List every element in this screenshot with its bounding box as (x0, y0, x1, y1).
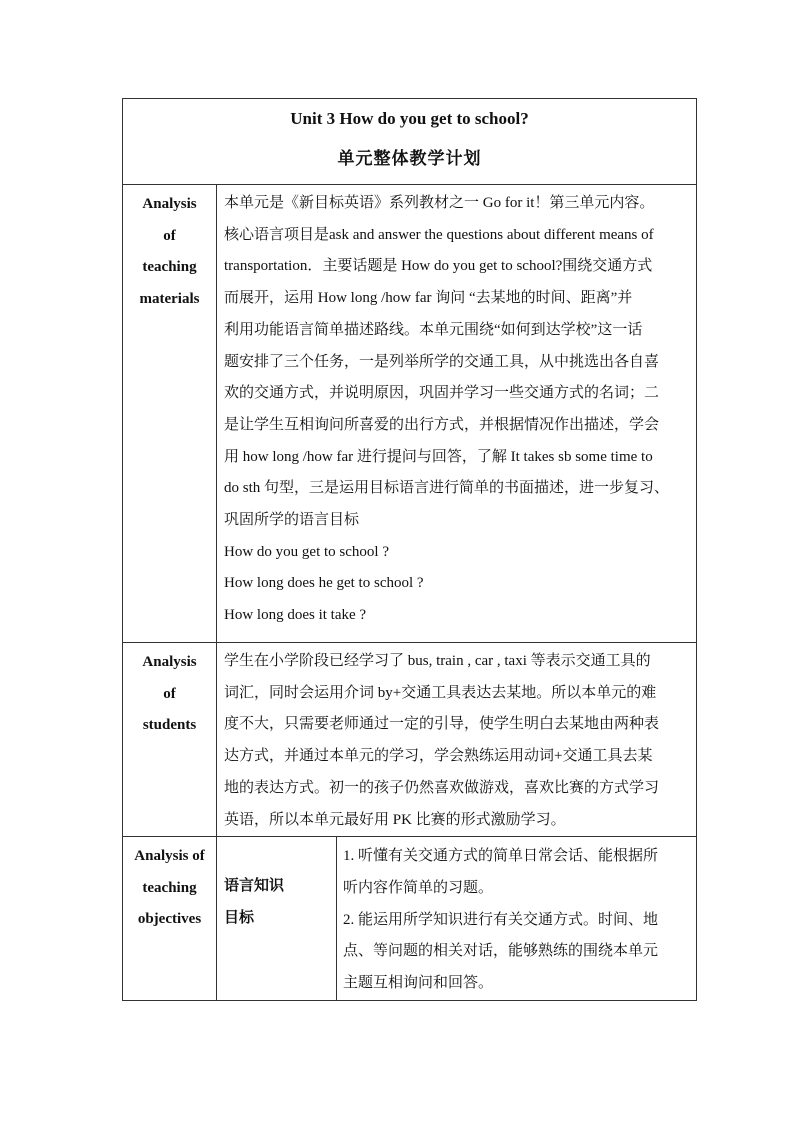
sub-label-line: 目标 (224, 909, 255, 926)
label-line: teaching (142, 879, 197, 896)
label-line: Analysis (142, 654, 197, 670)
text-line: 词汇，同时会运用介词 by+交通工具表达去某地。所以本单元的难 (224, 684, 657, 701)
label-line: Analysis of (134, 848, 205, 865)
lesson-plan-table (122, 98, 697, 1001)
text-line: 学生在小学阶段已经学习了 bus, train , car , taxi 等表示交通工具的 (224, 653, 651, 669)
label-line: objectives (137, 911, 202, 928)
text-line: 听内容作简单的习题。 (343, 879, 494, 896)
materials-row (123, 185, 697, 643)
sub-label-line: 语言知识 (224, 878, 285, 895)
text-line: 度不大，只需要老师通过一定的引导，使学生明白去某地由两种表 (224, 716, 660, 733)
text-line: transportation．主要话题是 How do you get to school?围绕交通方式 (224, 258, 653, 275)
text-line: 1. 听懂有关交通方式的简单日常会话、能根据所 (343, 848, 659, 865)
unit-title: Unit 3 How do you get to school? (290, 109, 529, 128)
text-line: 本单元是《新目标英语》系列教材之一 Go for it！第三单元内容。 (224, 195, 655, 211)
text-line: do sth 句型，三是运用目标语言进行简单的书面描述，进一步复习、 (224, 480, 670, 497)
text-line: 点、等问题的相关对话，能够熟练的围绕本单元 (343, 943, 659, 960)
label-line: of (163, 685, 176, 702)
text-line: How long does it take ? (224, 607, 367, 624)
text-line: 2. 能运用所学知识进行有关交通方式。时间、地 (343, 911, 659, 928)
text-line: 是让学生互相询问所喜爱的出行方式，并根据情况作出描述，学会 (224, 416, 660, 433)
students-row (123, 643, 697, 837)
text-line: 核心语言项目是ask and answer the questions about different means of (224, 226, 654, 243)
materials-label (123, 185, 217, 643)
label-line: students (142, 717, 197, 733)
materials-content (217, 185, 697, 643)
label-line: teaching (142, 259, 197, 275)
label-line: Analysis (142, 196, 197, 212)
text-line: 欢的交通方式，并说明原因，巩固并学习一些交通方式的名词；二 (224, 385, 660, 402)
text-line: 达方式，并通过本单元的学习，学会熟练运用动词+交通工具去某 (224, 748, 653, 765)
text-line: 地的表达方式。初一的孩子仍然喜欢做游戏，喜欢比赛的方式学习 (224, 779, 660, 796)
students-label (123, 643, 217, 837)
text-line: How long does he get to school ? (224, 575, 424, 592)
objectives-label (123, 837, 217, 1001)
text-line: 巩固所学的语言目标 (224, 512, 360, 529)
title-cell (123, 99, 697, 185)
text-line: 英语，所以本单元最好用 PK 比赛的形式激励学习。 (224, 811, 566, 828)
objectives-row (123, 837, 697, 1001)
text-line: 用 how long /how far 进行提问与回答，了解 It takes sb some time to (224, 448, 653, 465)
label-line: materials (139, 290, 200, 307)
students-content (217, 643, 697, 837)
objectives-content (337, 837, 697, 1001)
text-line: 题安排了三个任务，一是列举所学的交通工具，从中挑选出各自喜 (224, 353, 660, 370)
text-line: 而展开，运用 How long /how far 询问 “去某地的时间、距离”并 (224, 290, 633, 307)
text-line: 利用功能语言简单描述路线。本单元围绕“如何到达学校”这一话 (224, 321, 643, 338)
title-row (123, 99, 697, 185)
text-line: 主题互相询问和回答。 (343, 975, 494, 992)
plan-title: 单元整体教学计划 (337, 149, 482, 168)
label-line: of (163, 227, 176, 244)
language-knowledge-label (217, 837, 337, 1001)
text-line: How do you get to school ? (224, 543, 389, 560)
